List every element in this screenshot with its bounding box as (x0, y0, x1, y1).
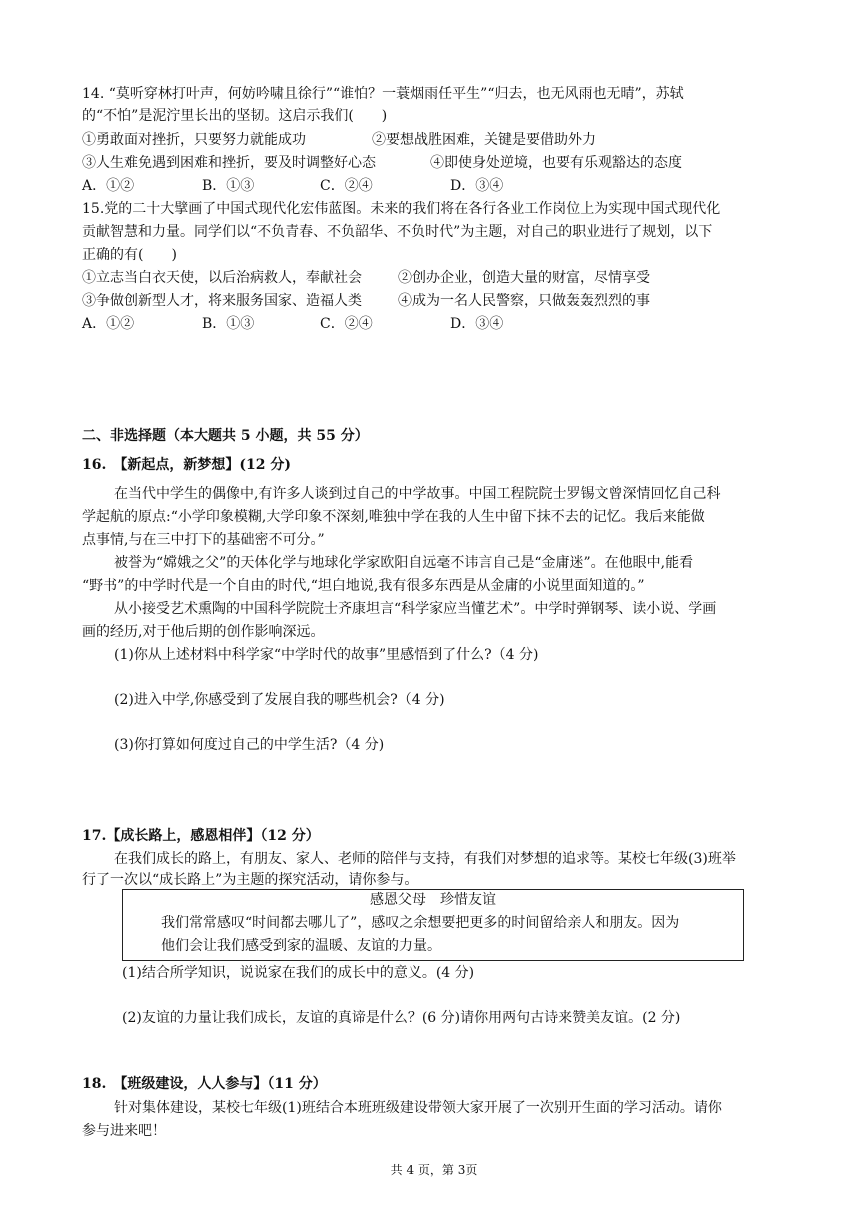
q15-stem-line-3: 正确的有( ) (82, 247, 177, 263)
q17-sub-question-2: (2)友谊的力量让我们成长，友谊的真谛是什么？(6 分)请你用两句古诗来赞美友谊。(2 分) (122, 1010, 681, 1026)
q16-sub-question-3: (3)你打算如何度过自己的中学生活?（4 分) (114, 737, 385, 753)
q15-statement-1: ①立志当白衣天使，以后治病救人，奉献社会 (82, 270, 362, 286)
q16-paragraph-1-line-2: 学起航的原点:“小学印象模糊,大学印象不深刻,唯独中学在我的人生中留下抹不去的记忆。我后来能做 (82, 509, 705, 525)
q14-statement-1: ①勇敢面对挫折，只要努力就能成功 (82, 132, 306, 148)
q15-option-c: C．②④ (320, 316, 373, 332)
q18-paragraph-line-1: 针对集体建设，某校七年级(1)班结合本班班级建设带领大家开展了一次别开生面的学习活动。请你 (114, 1100, 722, 1116)
q16-title: 16. 【新起点，新梦想】(12 分) (82, 457, 291, 473)
q16-sub-question-1: (1)你从上述材料中科学家“中学时代的故事”里感悟到了什么?（4 分) (114, 647, 539, 663)
q17-box-title: 感恩父母 珍惜友谊 (370, 892, 496, 908)
q16-paragraph-1-line-3: 点事情,与在三中打下的基础密不可分。” (82, 532, 325, 548)
q15-option-a: A．①② (82, 316, 135, 332)
q17-paragraph-line-2: 行了一次以“成长路上”为主题的探究活动，请你参与。 (82, 872, 419, 888)
q18-paragraph-line-2: 参与进来吧！ (82, 1123, 166, 1139)
q15-statement-3: ③争做创新型人才，将来服务国家、造福人类 (82, 293, 362, 309)
q14-option-b: B．①③ (202, 178, 255, 194)
q16-paragraph-3-line-1: 从小接受艺术熏陶的中国科学院院士齐康坦言“科学家应当懂艺术”。中学时弹钢琴、读小说、学画 (114, 601, 717, 617)
q16-paragraph-1-line-1: 在当代中学生的偶像中,有许多人谈到过自己的中学故事。中国工程院院士罗锡文曾深情回忆自己科 (114, 486, 721, 502)
q15-option-d: D．③④ (450, 316, 504, 332)
q14-stem-line-2: 的“不怕”是泥泞里长出的坚韧。这启示我们( ) (82, 108, 388, 124)
q15-statement-4: ④成为一名人民警察，只做轰轰烈烈的事 (398, 293, 650, 309)
q15-option-b: B．①③ (202, 316, 255, 332)
q17-material-box (122, 889, 744, 961)
q14-stem-line-1: 14. “莫听穿林打叶声，何妨吟啸且徐行”“谁怕？一蓑烟雨任平生”“归去，也无风雨也无晴”，苏轼 (82, 86, 684, 102)
q14-option-a: A．①② (82, 178, 135, 194)
q17-sub-question-1: (1)结合所学知识，说说家在我们的成长中的意义。(4 分) (122, 965, 475, 981)
q17-box-line-1: 我们常常感叹“时间都去哪儿了”，感叹之余想要把更多的时间留给亲人和朋友。因为 (161, 915, 680, 931)
q16-paragraph-2-line-1: 被誉为“嫦娥之父”的天体化学与地球化学家欧阳自远毫不讳言自己是“金庸迷”。在他眼中,能看 (114, 555, 694, 571)
q14-statement-2: ②要想战胜困难，关键是要借助外力 (372, 132, 596, 148)
q17-box-line-2: 他们会让我们感受到家的温暖、友谊的力量。 (161, 938, 441, 954)
q17-title: 17.【成长路上，感恩相伴】（12 分） (82, 828, 320, 844)
q14-option-d: D．③④ (450, 178, 504, 194)
q18-title: 18. 【班级建设，人人参与】（11 分） (82, 1076, 327, 1092)
q17-paragraph-line-1: 在我们成长的路上，有朋友、家人、老师的陪伴与支持，有我们对梦想的追求等。某校七年级(3)班举 (114, 851, 736, 867)
q15-statement-2: ②创办企业，创造大量的财富，尽情享受 (398, 270, 650, 286)
section-2-heading: 二、非选择题（本大题共 5 小题，共 55 分） (82, 428, 369, 444)
q16-sub-question-2: (2)进入中学,你感受到了发展自我的哪些机会?（4 分) (114, 692, 445, 708)
page-footer: 共 4 页，第 3页 (390, 1163, 478, 1177)
q16-paragraph-3-line-2: 画的经历,对于他后期的创作影响深远。 (82, 624, 325, 640)
q14-statement-3: ③人生难免遇到困难和挫折，要及时调整好心态 (82, 155, 376, 171)
q14-option-c: C．②④ (320, 178, 373, 194)
q15-stem-line-2: 贡献智慧和力量。同学们以“不负青春、不负韶华、不负时代”为主题，对自己的职业进行了规划，以下 (82, 224, 713, 240)
q16-paragraph-2-line-2: “野书”的中学时代是一个自由的时代,“坦白地说,我有很多东西是从金庸的小说里面知道的。” (82, 578, 645, 594)
q14-statement-4: ④即使身处逆境，也要有乐观豁达的态度 (430, 155, 682, 171)
q15-stem-line-1: 15.党的二十大擘画了中国式现代化宏伟蓝图。未来的我们将在各行各业工作岗位上为实现中国式现代化 (82, 201, 721, 217)
